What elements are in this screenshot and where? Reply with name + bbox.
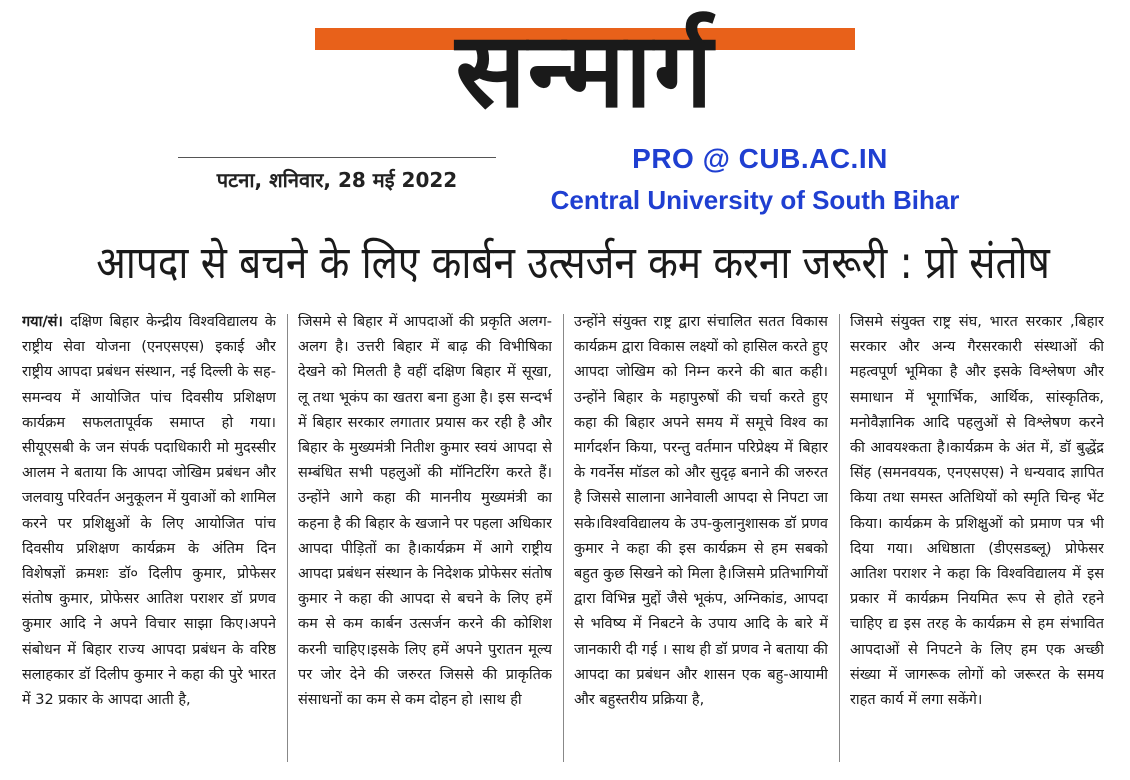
university-name: Central University of South Bihar xyxy=(550,185,960,215)
column-divider xyxy=(563,314,564,762)
column-divider xyxy=(287,314,288,762)
newspaper-logo: सन्मार्ग xyxy=(455,8,715,131)
dateline: पटना, शनिवार, 28 मई 2022 xyxy=(216,168,458,192)
article-column-1-text: दक्षिण बिहार केन्द्रीय विश्वविद्यालय के राष्ट्रीय सेवा योजना (एनएसएस) इकाई और राष्ट्रीय आपदा प्रबंधन संस्थान, नई दिल्ली के सह-समन्वय में आयोजित पांच दिवसीय प्रशिक्षण कार्यक्रम सफलतापूर्वक समाप्त हो गया। सीयूएसबी के जन संपर्क पदाधिकारी मो मुदस्सीर आलम ने बताया कि आपदा जोखिम प्रबंधन और जलवायु परिवर्तन अनुकूलन में युवाओं को शामिल करने पर प्रशिक्षुओं के लिए आयोजित पांच दिवसीय प्रशिक्षण कार्यक्रम के अंतिम दिन विशेषज्ञों क्रमशः डॉ० दिलीप कुमार, प्रोफेसर संतोष कुमार, प्रोफेसर आतिश पराशर डॉ प्रणव कुमार आदि ने अपने विचार साझा किए।अपने संबोधन में बिहार राज्य आपदा प्रबंधन के वरिष्ठ सलाहकार डॉ दिलीप कुमार ने कहा की पुरे भारत में 32 प्रकार के आपदा आती है, xyxy=(22,314,276,709)
newspaper-masthead xyxy=(315,0,855,140)
article-column-3: उन्होंने संयुक्त राष्ट्र द्वारा संचालित सतत विकास कार्यक्रम द्वारा विकास लक्ष्यों को हासिल करते हुए आपदा जोखिम को निम्न करने की बात कही। उन्होंने बिहार के महापुरुषों की चर्चा करते हुए कहा की बिहार अपने समय में समूचे विश्व का मार्गदर्शन किया, परन्तु वर्तमान परिप्रेक्ष्य में बिहार के गवर्नेस मॉडल को और सुदृढ़ बनाने की जरुरत है जिससे सालाना आनेवाली आपदा से निपटा जा सके।विश्वविद्यालय के उप-कुलानुशासक डॉ प्रणव कुमार ने कहा की इस कार्यक्रम से हम सबको बहुत कुछ सिखने को मिला है।जिसमे प्रतिभागियों द्वारा विभिन्न मुद्दों जैसे भूकंप, अग्निकांड, आपदा से भविष्य में निबटने के उपाय आदि के बारे में जानकारी दी गई । साथ ही डॉ प्रणव ने बताया की आपदा का प्रबंधन और शासन एक बहु-आयामी और बहुस्तरीय प्रक्रिया है, xyxy=(574,314,828,709)
article-byline: गया/सं। xyxy=(22,314,63,330)
pro-email: PRO @ CUB.AC.IN xyxy=(632,143,888,174)
article-body xyxy=(22,310,1112,765)
article-column-4: जिसमे संयुक्त राष्ट्र संघ, भारत सरकार ,बिहार सरकार और अन्य गैरसरकारी संस्थाओं की महत्वपूर्ण भूमिका है और इसके विश्लेषण और समाधान में भूगार्भिक, आर्थिक, सांस्कृतिक, मनोवैज्ञानिक आदि पहलुओं से विश्लेषण करने की आवयश्कता है।कार्यक्रम के अंत में, डॉ बुद्धेंद्र सिंह (समनवयक, एनएसएस) ने धन्यवाद ज्ञापित किया तथा समस्त अतिथियों को स्मृति चिन्ह भेंट किया। कार्यक्रम के प्रशिक्षुओं को प्रमाण पत्र भी दिया गया। अधिष्ठाता (डीएसडब्लू) प्रोफेसर आतिश पराशर ने कहा कि विश्वविद्यालय में इस प्रकार में कार्यक्रम नियमित रूप से होते रहने चाहिए द्य इस तरह के कार्यक्रम से हम संभावित आपदाओं से निपटने के लिए हम एक अच्छी संख्या में जागरूक लोगों को जरूरत के समय राहत कार्य में लगा सकेंगे। xyxy=(850,314,1104,709)
dateline-rule xyxy=(178,157,496,158)
article-headline: आपदा से बचने के लिए कार्बन उत्सर्जन कम करना जरूरी : प्रो संतोष xyxy=(96,236,1050,289)
column-divider xyxy=(839,314,840,762)
article-column-1 xyxy=(22,310,276,765)
article-column-2: जिसमे से बिहार में आपदाओं की प्रकृति अलग-अलग है। उत्तरी बिहार में बाढ़ की विभीषिका देखने को मिलती है वहीं दक्षिण बिहार में सूखा, लू तथा भूकंप का खतरा बना हुआ है। इस सन्दर्भ में बिहार सरकार लगातार प्रयास कर रही है और बिहार के मुख्यमंत्री नितीश कुमार स्वयं आपदा से सम्बंधित सभी पहलुओं की मॉनिटरिंग करते हैं। उन्होंने आगे कहा की माननीय मुख्यमंत्री का कहना है की बिहार के खजाने पर पहला अधिकार आपदा पीड़ितों का है।कार्यक्रम में आगे राष्ट्रीय आपदा प्रबंधन संस्थान के निदेशक प्रोफेसर संतोष कुमार ने कहा की आपदा से बचने के लिए हमें कम से कम कार्बन उत्सर्जन करने की कोशिश करनी चाहिए।इसके लिए हमें अपने पुरातन मूल्य पर जोर देने की जरुरत जिससे की प्राकृतिक संसाधनों का कम से कम दोहन हो ।साथ ही xyxy=(298,314,552,709)
